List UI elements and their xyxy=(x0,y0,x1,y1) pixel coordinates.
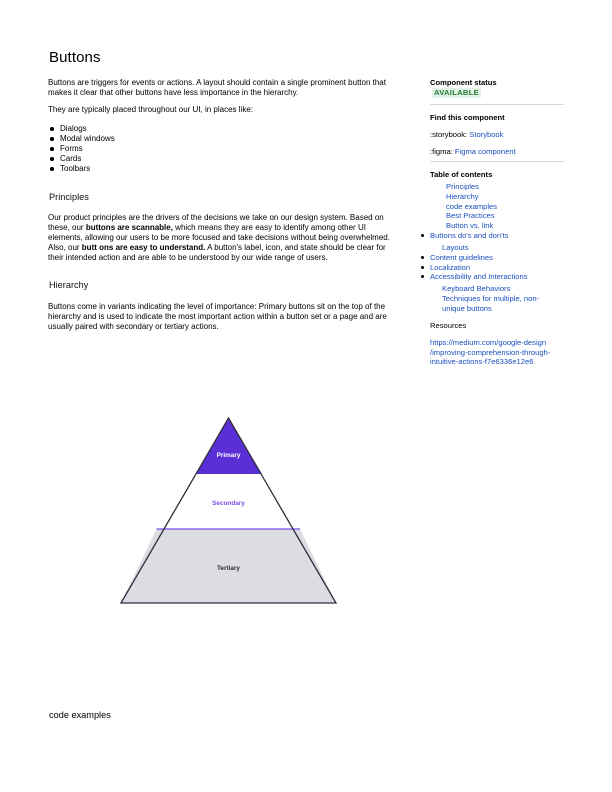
principles-text-b: which means they are easy to identify among other UI elements, allowing our users to be more focused and take decisions without being overwhelmed. Also, our xyxy=(48,223,390,252)
divider xyxy=(430,104,564,105)
toc-link-button-vs-link[interactable]: Button vs. link xyxy=(446,221,494,230)
divider xyxy=(430,161,564,162)
toc-link-techniques-line-1[interactable]: Techniques for multiple, non- xyxy=(442,294,540,303)
figma-component-link[interactable]: Figma component xyxy=(454,147,516,156)
list-item: Cards xyxy=(48,154,115,164)
toc-link-dos-donts[interactable]: Buttons do's and don'ts xyxy=(430,231,509,240)
resource-link-line-3[interactable]: intuitive-actions-f7e6336e12e6 xyxy=(430,357,534,366)
primary-level-shape xyxy=(196,418,263,474)
tertiary-label: Tertiary xyxy=(217,565,240,572)
principles-bold-a: buttons are scannable, xyxy=(85,223,173,232)
toc-link-localization[interactable]: Localization xyxy=(430,263,471,272)
toc-link-code-examples[interactable]: code examples xyxy=(446,202,498,211)
status-badge: AVAILABLE xyxy=(434,88,480,97)
code-examples-heading: code examples xyxy=(49,710,111,720)
list-item: Toolbars xyxy=(48,164,115,174)
principles-text-a: Our product principles are the drivers of the decisions we take on our design system. Based on these, our xyxy=(48,213,384,232)
find-component-label: Find this component xyxy=(430,113,505,122)
principles-heading: Principles xyxy=(49,192,89,202)
toc-link-techniques-line-2[interactable]: unique buttons xyxy=(442,304,492,313)
principles-bold-b: butt ons are easy to understand. xyxy=(81,243,206,252)
resources-label: Resources xyxy=(430,321,467,330)
storybook-prefix: :storybook: xyxy=(430,130,470,139)
secondary-label: Secondary xyxy=(212,500,245,507)
primary-label: Primary xyxy=(216,452,241,459)
page-title: Buttons xyxy=(49,49,101,66)
resource-link-line-2[interactable]: /improving-comprehension-through- xyxy=(430,348,551,357)
list-item: Forms xyxy=(48,144,115,154)
component-status-label: Component status xyxy=(430,78,497,87)
hierarchy-heading: Hierarchy xyxy=(49,280,89,290)
figma-row xyxy=(430,147,516,157)
storybook-link[interactable]: Storybook xyxy=(469,130,504,139)
toc-link-best-practices[interactable]: Best Practices xyxy=(446,211,495,220)
table-of-contents-label: Table of contents xyxy=(430,170,493,179)
principles-text-c: A button's label, icon, and state should be clear for their intended action and are able to be understood by our wide range of users. xyxy=(48,243,386,262)
intro-paragraph: Buttons are triggers for events or actions. A layout should contain a single prominent button that makes it clear that other buttons have less importance in the hierarchy. xyxy=(48,78,386,97)
toc-link-accessibility[interactable]: Accessibility and Interactions xyxy=(430,272,528,281)
toc-link-keyboard-behaviors[interactable]: Keyboard Behaviors xyxy=(442,284,511,293)
list-item: Dialogs xyxy=(48,124,115,134)
intro-places-paragraph: They are typically placed throughout our UI, in places like: xyxy=(48,105,253,114)
hierarchy-pyramid-diagram xyxy=(118,415,338,605)
hierarchy-paragraph: Buttons come in variants indicating the level of importance: Primary buttons sit on the top of the hierarchy and is used to indicate the most important action within a button set or a page and are usually paired with secondary or tertiary actions. xyxy=(48,302,387,331)
places-list xyxy=(48,124,115,174)
toc-link-content-guidelines[interactable]: Content guidelines xyxy=(430,253,493,262)
list-item: Modal windows xyxy=(48,134,115,144)
resource-link-line-1[interactable]: https://medium.com/google-design xyxy=(430,338,547,347)
principles-paragraph xyxy=(48,213,393,263)
figma-prefix: :figma: xyxy=(430,147,455,156)
storybook-row xyxy=(430,130,503,140)
toc-link-layouts[interactable]: Layouts xyxy=(442,243,469,252)
toc-link-hierarchy[interactable]: Hierarchy xyxy=(446,192,479,201)
toc-link-principles[interactable]: Principles xyxy=(446,182,479,191)
